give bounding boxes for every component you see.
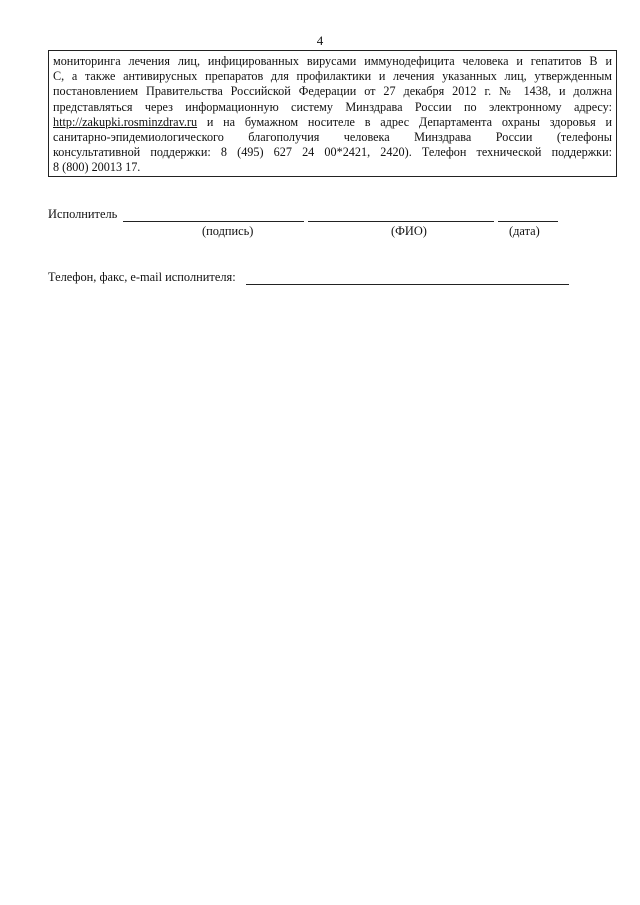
contact-field[interactable] [246, 284, 569, 285]
notice-line [53, 115, 612, 130]
signature-caption: (подпись) [202, 224, 254, 238]
contact-label: Телефон, факс, e-mail исполнителя: [48, 270, 236, 284]
signature-field[interactable] [123, 221, 304, 222]
notice-line-text: и на бумажном носителе в адрес Департамента охраны здоровья и [197, 114, 612, 129]
date-field[interactable] [498, 221, 558, 222]
notice-line: мониторинга лечения лиц, инфицированных вирусами иммунодефицита человека и гепатитов В и [53, 54, 612, 68]
page-number: 4 [316, 33, 324, 48]
name-field[interactable] [308, 221, 494, 222]
notice-text-box [48, 50, 617, 177]
executor-label: Исполнитель [48, 207, 118, 221]
notice-line: консультативной поддержки: 8 (495) 627 24 00*2421, 2420). Телефон технической поддержки: [53, 145, 612, 160]
notice-line: С, а также антивирусных препаратов для профилактики и лечения указанных лиц, утвержденным [53, 69, 612, 84]
notice-line: постановлением Правительства Российской Федерации от 27 декабря 2012 г. № 1438, и должна [53, 84, 612, 99]
date-caption: (дата) [509, 224, 540, 238]
notice-line: санитарно-эпидемиологического благополучия человека Минздрава России (телефоны [53, 129, 612, 144]
notice-line: 8 (800) 20013 17. [53, 160, 141, 175]
notice-line: представляться через информационную систему Минздрава России по электронному адресу: [53, 99, 612, 114]
name-caption: (ФИО) [391, 224, 427, 238]
zakupki-link[interactable]: http://zakupki.rosminzdrav.ru [53, 114, 198, 129]
